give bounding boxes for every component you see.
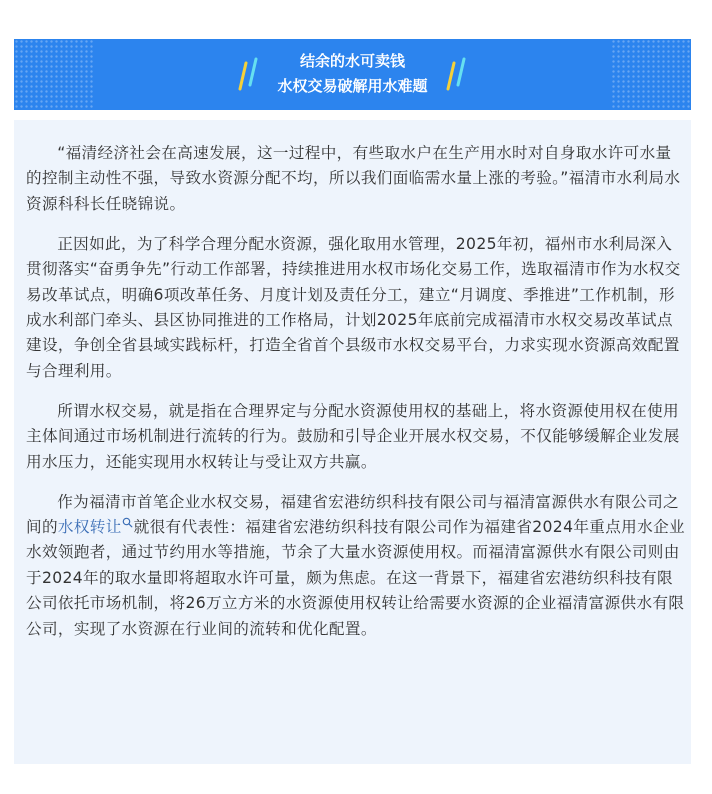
paragraph-4 <box>26 490 686 642</box>
search-icon[interactable] <box>122 517 133 528</box>
article-body <box>26 141 686 657</box>
paragraph-2: 正因如此，为了科学合理分配水资源，强化取用水管理，2025年初，福州市水利局深入贯彻落实“奋勇争先”行动工作部署，持续推进用水权市场化交易工作，选取福清市作为水权交易改革试点，明确6项改革任务、月度计划及责任分工，建立“月调度、季推进”工作机制，形成水利部门牵头、县区协同推进的工作格局，计划2025年底前完成福清市水权交易改革试点建设，争创全省县域实践标杆，打造全省首个县级市水权交易平台，力求实现水资源高效配置与合理利用。 <box>26 234 681 380</box>
paragraph-4-text-after: 就很有代表性：福建省宏港纺织科技有限公司作为福建省2024年重点用水企业水效领跑者，通过节约用水等措施，节余了大量水资源使用权。而福清富源供水有限公司则由于2024年的取水量即将超取水许可量，颇为焦虑。在这一背景下，福建省宏港纺织科技有限公司依托市场机制，将26万立方米的水资源使用权转让给需要水资源的企业福清富源供水有限公司，实现了水资源在行业间的流转和优化配置。 <box>26 518 685 638</box>
water-rights-transfer-link[interactable]: 水权转让 <box>57 518 122 537</box>
title-banner <box>14 39 691 110</box>
paragraph-4-text-before: 作为福清市首笔企业水权交易，福建省宏港纺织科技有限公司与福清富源供水有限公司之间的 <box>26 492 679 537</box>
banner-title <box>14 49 691 99</box>
paragraph-1: “福清经济社会在高速发展，这一过程中，有些取水户在生产用水时对自身取水许可水量的控制主动性不强，导致水资源分配不均，所以我们面临需水量上涨的考验。”福清市水利局水资源科科长任晓锦说。 <box>26 144 681 213</box>
banner-title-line-2: 水权交易破解用水难题 <box>277 77 428 95</box>
paragraph-3: 所谓水权交易，就是指在合理界定与分配水资源使用权的基础上，将水资源使用权在使用主体间通过市场机制进行流转的行为。鼓励和引导企业开展水权交易，不仅能够缓解企业发展用水压力，还能实现用水权转让与受让双方共赢。 <box>26 401 680 471</box>
banner-title-line-1: 结余的水可卖钱 <box>299 52 405 70</box>
